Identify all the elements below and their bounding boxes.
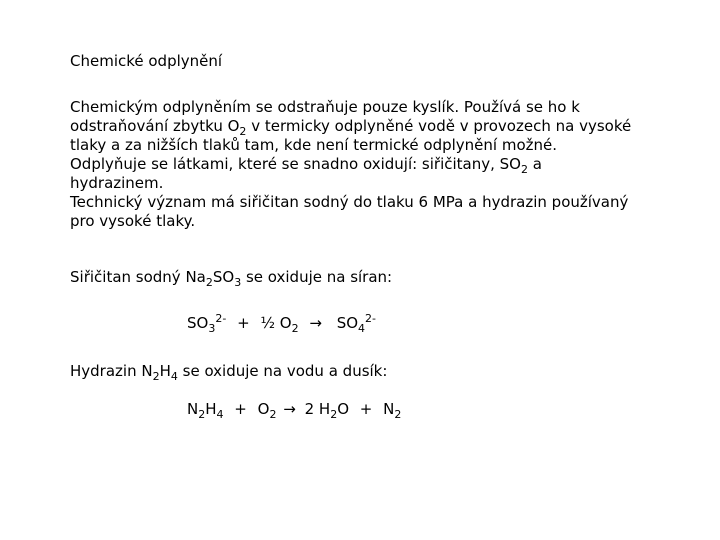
statement-text: H <box>159 362 171 380</box>
line-text: tlaky a za nižších tlaků tam, kde není termické odplynění možné. <box>70 136 558 154</box>
subscript: 3 <box>208 322 216 335</box>
intro-paragraph <box>70 98 710 231</box>
subscript: 2 <box>269 408 277 421</box>
product-water: O <box>337 400 350 418</box>
reactant-hydrazine: N <box>187 400 199 418</box>
product-nitrogen: N <box>383 400 395 418</box>
subscript: 4 <box>170 370 178 383</box>
paragraph-line <box>70 174 710 193</box>
charge-superscript: 2- <box>365 312 376 325</box>
paragraph-line <box>70 117 710 136</box>
line-text: a <box>527 155 542 173</box>
sulfite-oxidation-equation <box>187 314 376 333</box>
statement-text: SO <box>212 268 235 286</box>
subscript: 2 <box>198 408 206 421</box>
hydrazine-statement <box>70 362 710 381</box>
subscript: 2 <box>239 125 247 138</box>
subscript: 2 <box>291 322 299 335</box>
line-text: Chemickým odplyněním se odstraňuje pouze kyslík. Používá se ho k <box>70 98 580 116</box>
product-water: 2 H <box>304 400 331 418</box>
subscript: 4 <box>358 322 366 335</box>
statement-text: Hydrazin N <box>70 362 153 380</box>
paragraph-line <box>70 193 710 212</box>
page-title <box>70 52 710 71</box>
title-text: Chemické odplynění <box>70 52 223 70</box>
reactant-oxygen: O <box>257 400 270 418</box>
subscript: 2 <box>330 408 338 421</box>
line-text: odstraňování zbytku O <box>70 117 240 135</box>
line-text: pro vysoké tlaky. <box>70 212 196 230</box>
statement-text: se oxiduje na síran: <box>241 268 393 286</box>
subscript: 2 <box>520 163 528 176</box>
line-text: Odplyňuje se látkami, které se snadno oxidují: siřičitany, SO <box>70 155 521 173</box>
plus-sign: + <box>234 400 247 418</box>
plus-sign: + <box>237 314 250 332</box>
subscript: 3 <box>234 276 242 289</box>
line-text: v termicky odplyněné vodě v provozech na vysoké <box>246 117 632 135</box>
product-sulfate: SO <box>336 314 359 332</box>
paragraph-line <box>70 155 710 174</box>
charge-superscript: 2- <box>215 312 227 325</box>
subscript: 4 <box>216 408 224 421</box>
paragraph-line <box>70 98 710 117</box>
subscript: 2 <box>394 408 402 421</box>
line-text: Technický význam má siřičitan sodný do tlaku 6 MPa a hydrazin používaný <box>70 193 629 211</box>
subscript: 2 <box>152 370 160 383</box>
hydrazine-oxidation-equation <box>187 400 401 419</box>
statement-text: Siřičitan sodný Na <box>70 268 206 286</box>
subscript: 2 <box>205 276 213 289</box>
statement-text: se oxiduje na vodu a dusík: <box>177 362 388 380</box>
reactant-sulfite: SO <box>187 314 209 332</box>
paragraph-line <box>70 212 710 231</box>
plus-sign: + <box>359 400 373 418</box>
reaction-arrow: → <box>283 400 296 418</box>
reactant-hydrazine: H <box>205 400 217 418</box>
line-text: hydrazinem. <box>70 174 164 192</box>
sulfite-statement <box>70 268 710 287</box>
reaction-arrow: → <box>309 314 322 332</box>
reactant-oxygen: ½ O <box>260 314 292 332</box>
paragraph-line <box>70 136 710 155</box>
